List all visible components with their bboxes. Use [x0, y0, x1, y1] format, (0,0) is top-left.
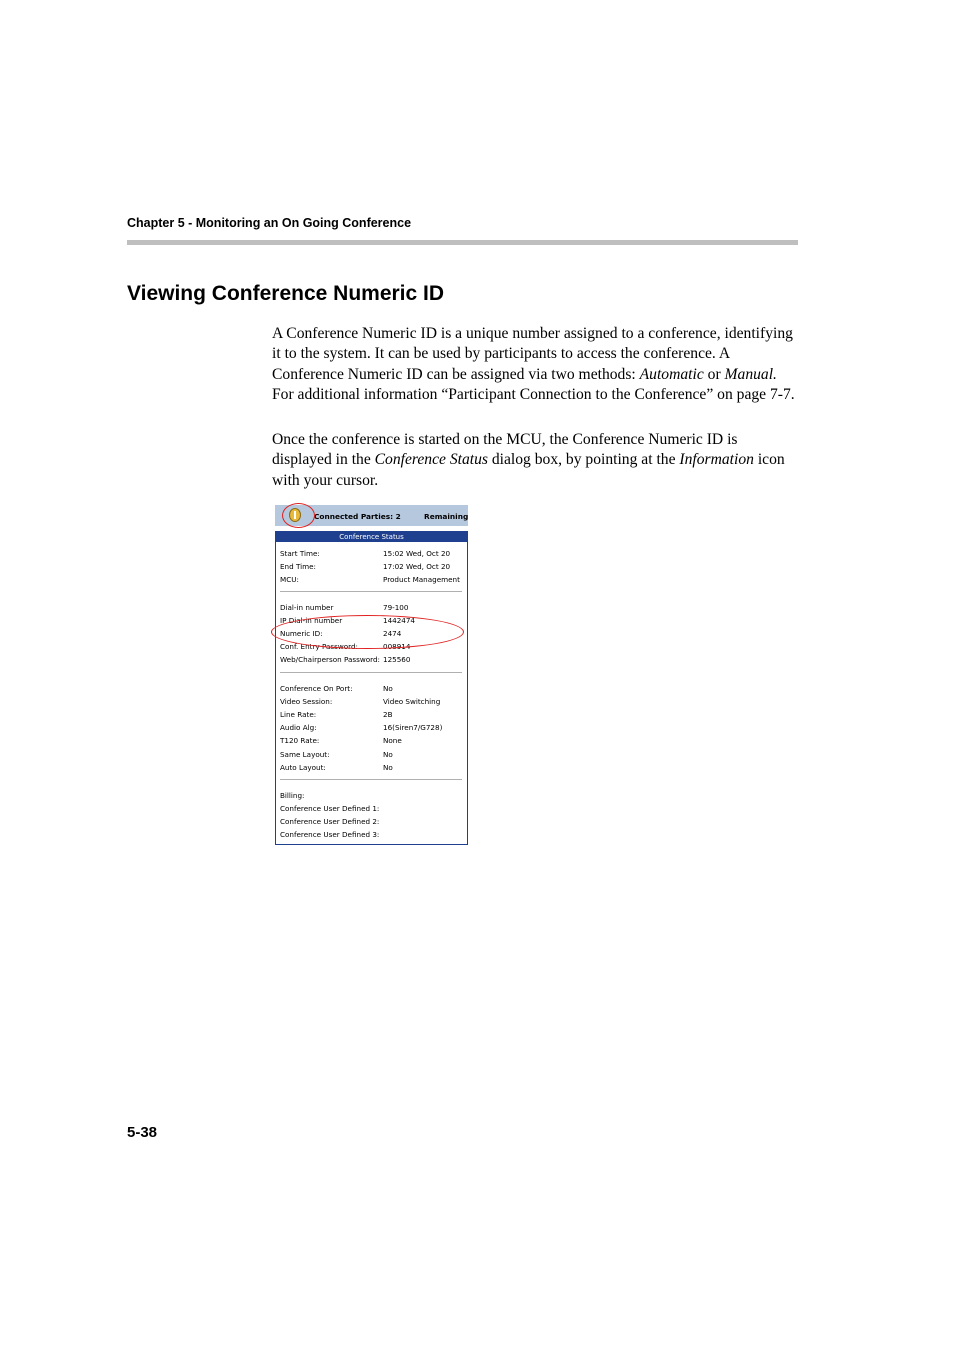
status-label: Billing: — [280, 791, 305, 800]
status-value: 1442474 — [383, 616, 416, 626]
manual-term: Manual. — [724, 365, 777, 383]
conference-status-screenshot — [275, 505, 468, 845]
status-label: Conf. Entry Password: — [280, 642, 358, 652]
status-label: Conference On Port: — [280, 684, 353, 693]
header-rule — [127, 240, 798, 245]
group-divider — [280, 591, 462, 592]
connected-parties-label: Connected Parties: 2 — [314, 512, 401, 521]
status-label: Video Session: — [280, 697, 333, 707]
remaining-label: Remaining — [424, 512, 468, 521]
status-label: T120 Rate: — [280, 736, 320, 746]
status-label: Audio Alg: — [280, 723, 317, 733]
status-value: Video Switching — [383, 697, 441, 707]
status-value: 79-100 — [383, 603, 409, 612]
status-value: 008914 — [383, 642, 411, 652]
status-value: 2474 — [383, 629, 402, 639]
status-value: 17:02 Wed, Oct 20 — [383, 562, 451, 572]
status-label: IP Dial-in number — [280, 616, 343, 626]
conference-status-term: Conference Status — [374, 451, 488, 469]
status-label: End Time: — [280, 562, 316, 572]
conference-status-dialog — [275, 531, 468, 845]
status-label: Web/Chairperson Password: — [280, 655, 380, 665]
status-label: Conference User Defined 2: — [280, 817, 380, 827]
status-value: 2B — [383, 710, 393, 720]
group-divider — [280, 779, 462, 780]
status-label: Conference User Defined 1: — [280, 804, 380, 814]
group-divider — [280, 672, 462, 673]
status-value: 16(Siren7/G728) — [383, 723, 443, 733]
information-term: Information — [679, 451, 754, 469]
section-title: Viewing Conference Numeric ID — [127, 282, 445, 305]
status-label: Line Rate: — [280, 710, 317, 720]
status-value: Product Management — [383, 575, 460, 585]
status-label: MCU: — [280, 575, 299, 585]
status-value: 125560 — [383, 655, 411, 665]
page-number: 5-38 — [127, 1124, 158, 1141]
status-value: None — [383, 736, 402, 746]
status-label: Start Time: — [280, 549, 320, 558]
status-label: Auto Layout: — [280, 762, 326, 772]
running-head: Chapter 5 - Monitoring an On Going Conference — [127, 216, 412, 230]
automatic-term: Automatic — [639, 365, 704, 383]
dialog-title: Conference Status — [276, 532, 467, 542]
numeric-id-highlight — [271, 615, 464, 652]
status-label: Same Layout: — [280, 749, 330, 759]
status-label: Dial-in number — [280, 603, 334, 612]
paragraph-numeric-id-intro: A Conference Numeric ID is a unique number assigned to a conference, identifying it to the system. It can be used by participants to access the conference. A Conference Numeric ID can be assigned via two methods: Automatic or Manual. For additional information “Participant Connection to the Conference” on page 7-7. — [272, 325, 795, 403]
status-value: No — [383, 684, 393, 693]
information-icon-highlight — [282, 503, 315, 528]
status-value: No — [383, 762, 393, 772]
status-value: No — [383, 749, 393, 759]
status-label: Conference User Defined 3: — [280, 830, 380, 840]
status-label: Numeric ID: — [280, 629, 323, 639]
paragraph-conference-status: Once the conference is started on the MCU, the Conference Numeric ID is displayed in the Conference Status dialog box, by pointing at the Information icon with your cursor. — [272, 431, 785, 489]
status-value: 15:02 Wed, Oct 20 — [383, 549, 451, 558]
